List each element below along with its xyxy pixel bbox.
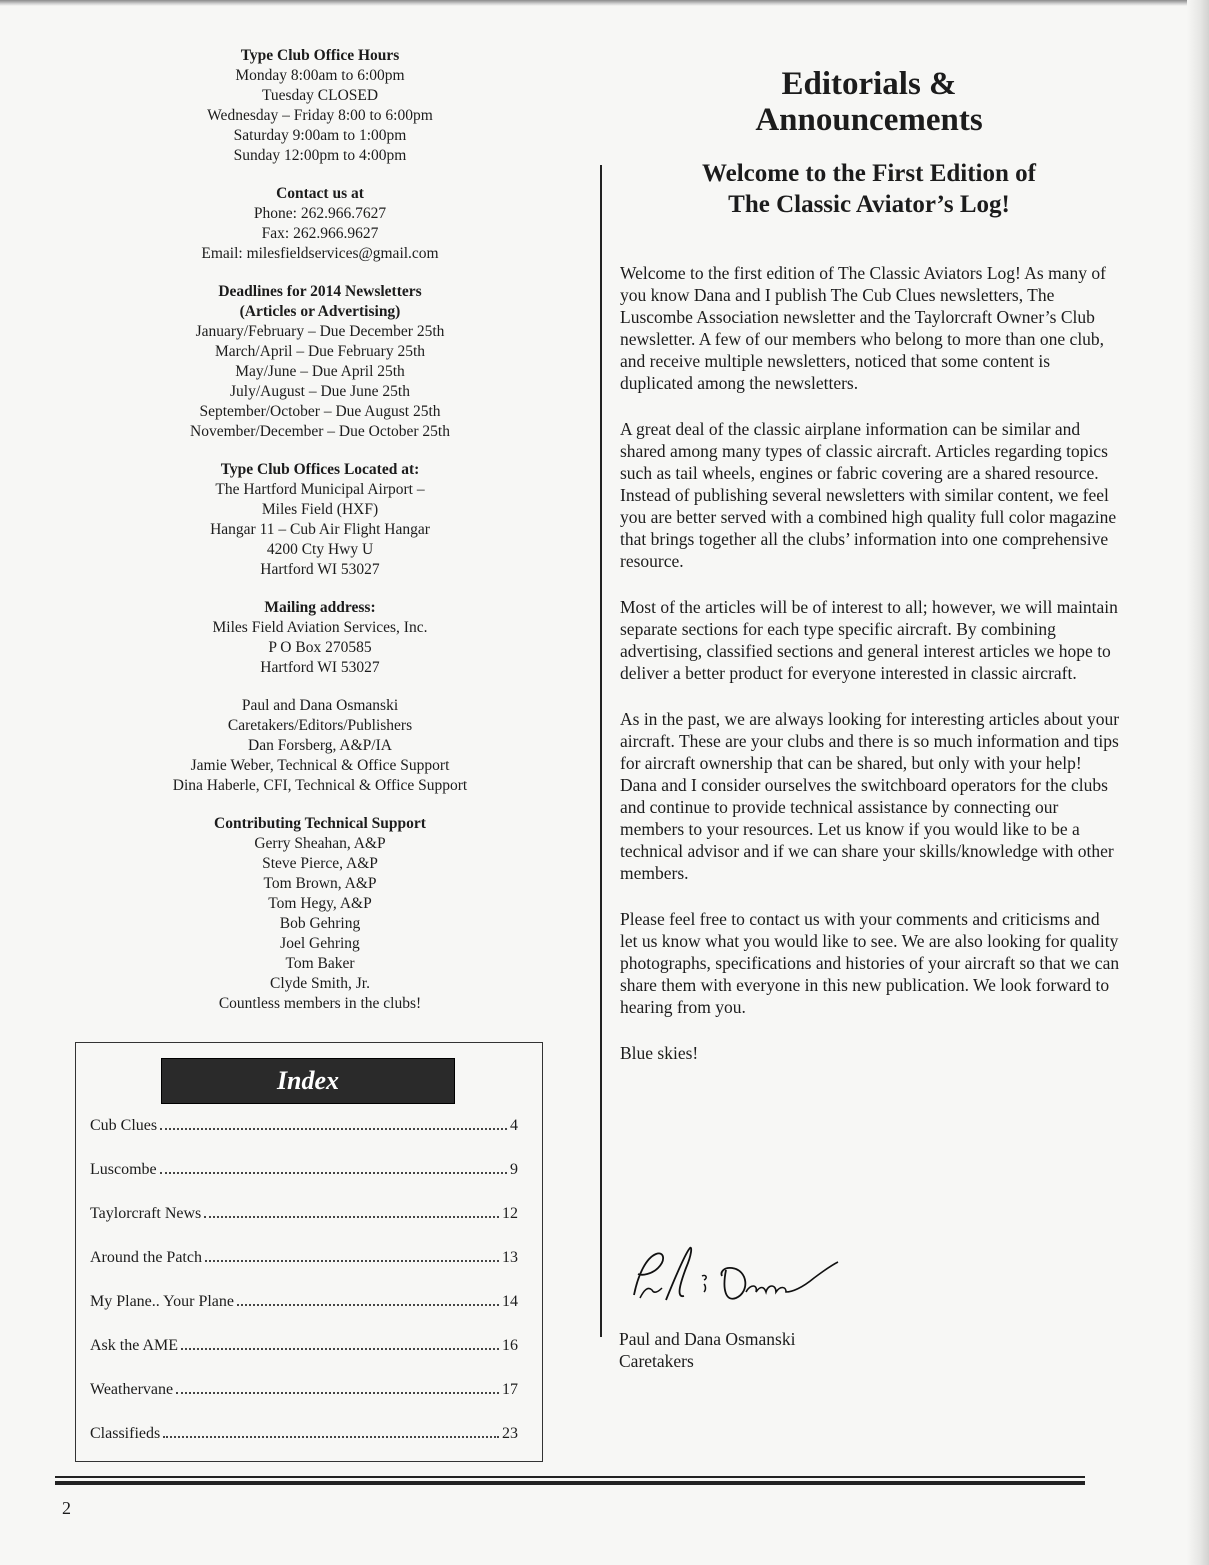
editorial-paragraph: Welcome to the first edition of The Classic Aviators Log! As many of you know Dana and I publish The Cub Clues newsletters, The Luscombe Association newsletter and the Taylorcraft Owner’s Club newsletter. A few of our members who belong to more than one club, and receive multiple newsletters, noticed that some content is duplicated among the newsletters.: [620, 263, 1106, 393]
staff-line: Jamie Weber, Technical & Office Support: [190, 757, 450, 774]
signoff-name: Paul and Dana Osmanski: [619, 1329, 796, 1349]
support-line: Tom Brown, A&P: [263, 875, 377, 892]
index-dot-leader: [160, 1128, 507, 1130]
sidebar-info: [140, 46, 500, 1032]
support-line: Clyde Smith, Jr.: [270, 975, 370, 992]
staff-line: Caretakers/Editors/Publishers: [227, 717, 413, 734]
index-item-page: 9: [510, 1161, 518, 1178]
index-dot-leader: [163, 1436, 499, 1438]
index-item-cub-clues[interactable]: [90, 1117, 518, 1161]
section-title-line: Announcements: [755, 102, 983, 138]
page-number: 2: [62, 1498, 71, 1518]
index-item-label: Classifieds: [90, 1425, 161, 1442]
index-item-luscombe[interactable]: [90, 1161, 518, 1205]
staff-block: [140, 696, 500, 796]
handwritten-signature: [626, 1240, 846, 1320]
signoff-role: Caretakers: [619, 1351, 694, 1371]
signoff: [619, 1328, 795, 1372]
mailing-line: Miles Field Aviation Services, Inc.: [212, 619, 428, 636]
index-item-around-the-patch[interactable]: [90, 1249, 518, 1293]
offices-line: Miles Field (HXF): [261, 501, 379, 518]
editorial-header: [614, 66, 1124, 220]
mailing-line: Hartford WI 53027: [260, 659, 380, 676]
index-item-label: Around the Patch: [90, 1249, 202, 1266]
offices-line: Hangar 11 – Cub Air Flight Hangar: [210, 521, 430, 538]
contact-heading: Contact us at: [276, 185, 364, 202]
editorial-paragraph: As in the past, we are always looking for interesting articles about your aircraft. These are your clubs and there is so much information and tips for aircraft ownership that can be shared, but only with your help! Dana and I consider ourselves the switchboard operators for the clubs and continue to provide technical assistance by connecting our members to your resources. Let us know if you would like to be a technical advisor and if we can share your skills/knowledge with other members.: [620, 709, 1120, 883]
support-line: Steve Pierce, A&P: [262, 855, 378, 872]
deadline-line: January/February – Due December 25th: [195, 323, 445, 340]
index-item-page: 4: [510, 1117, 518, 1134]
support-line: Tom Baker: [285, 955, 355, 972]
offices-block: [140, 460, 500, 580]
index-item-page: 23: [502, 1425, 518, 1442]
section-title-line: Editorials &: [781, 66, 957, 102]
index-item-ask-the-ame[interactable]: [90, 1337, 518, 1381]
index-item-label: Ask the AME: [90, 1337, 178, 1354]
support-heading: Contributing Technical Support: [214, 815, 426, 832]
office-hours-line: Tuesday CLOSED: [261, 87, 379, 104]
mailing-heading: Mailing address:: [264, 599, 376, 616]
offices-heading: Type Club Offices Located at:: [220, 461, 420, 478]
index-item-label: Weathervane: [90, 1381, 174, 1398]
index-item-label: My Plane.. Your Plane: [90, 1293, 235, 1310]
subtitle-line: Welcome to the First Edition of: [702, 160, 1036, 187]
support-line: Gerry Sheahan, A&P: [254, 835, 386, 852]
closing-line: Blue skies!: [620, 1043, 699, 1063]
deadlines-block: [140, 282, 500, 442]
index-list: [90, 1117, 518, 1469]
index-dot-leader: [181, 1348, 499, 1350]
mailing-line: P O Box 270585: [268, 639, 372, 656]
index-item-taylorcraft-news[interactable]: [90, 1205, 518, 1249]
contact-block: [140, 184, 500, 264]
index-item-label: Cub Clues: [90, 1117, 158, 1134]
staff-line: Paul and Dana Osmanski: [241, 697, 399, 714]
index-dot-leader: [176, 1392, 499, 1394]
editorial-paragraph: Most of the articles will be of interest to all; however, we will maintain separate sections for each type specific aircraft. By combining advertising, classified sections and general interest articles we hope to deliver a better product for everyone interested in classic aircraft.: [620, 597, 1118, 683]
office-hours-heading: Type Club Office Hours: [240, 47, 400, 64]
contact-phone: Phone: 262.966.7627: [253, 205, 387, 222]
index-dot-leader: [237, 1304, 499, 1306]
offices-line: Hartford WI 53027: [260, 561, 380, 578]
deadline-line: July/August – Due June 25th: [230, 383, 410, 400]
footer-rule: [55, 1481, 1085, 1485]
office-hours-line: Saturday 9:00am to 1:00pm: [233, 127, 407, 144]
index-item-label: Taylorcraft News: [90, 1205, 202, 1222]
index-item-page: 17: [502, 1381, 518, 1398]
section-title: [614, 66, 1124, 138]
index-item-page: 16: [502, 1337, 518, 1354]
footer-rule: [55, 1476, 1085, 1478]
index-dot-leader: [205, 1260, 499, 1262]
editorial-paragraph: A great deal of the classic airplane information can be similar and shared among many types of classic aircraft. Articles regarding topics such as tail wheels, engines or fabric covering are a shared resource. Instead of publishing several newsletters with similar content, we feel you are better served with a combined high quality full color magazine that brings together all the clubs’ information into one comprehensive resource.: [620, 419, 1117, 571]
index-dot-leader: [160, 1172, 507, 1174]
office-hours-line: Sunday 12:00pm to 4:00pm: [233, 147, 407, 164]
index-item-weathervane[interactable]: [90, 1381, 518, 1425]
column-divider: [600, 165, 602, 1337]
support-line: Bob Gehring: [279, 915, 361, 932]
deadline-line: September/October – Due August 25th: [199, 403, 441, 420]
support-line: Countless members in the clubs!: [218, 995, 422, 1012]
deadline-line: March/April – Due February 25th: [214, 343, 426, 360]
page-right-edge: [1187, 0, 1209, 1565]
index-item-page: 14: [502, 1293, 518, 1310]
index-item-label: Luscombe: [90, 1161, 157, 1178]
contact-email: Email: milesfieldservices@gmail.com: [201, 245, 439, 262]
office-hours-line: Monday 8:00am to 6:00pm: [235, 67, 405, 84]
index-title: Index: [161, 1058, 455, 1104]
editorial-body: [620, 262, 1120, 1088]
support-line: Tom Hegy, A&P: [268, 895, 372, 912]
index-item-classifieds[interactable]: [90, 1425, 518, 1469]
editorial-paragraph: Please feel free to contact us with your comments and criticisms and let us know what you would like to see. We are also looking for quality photographs, specifications and histories of your aircraft so that we can share them with everyone in this new publication. We look forward to hearing from you.: [620, 909, 1120, 1017]
index-dot-leader: [204, 1216, 499, 1218]
index-item-my-plane-your-plane[interactable]: [90, 1293, 518, 1337]
support-line: Joel Gehring: [280, 935, 360, 952]
deadlines-subheading: (Articles or Advertising): [239, 303, 401, 320]
subtitle-line: The Classic Aviator’s Log!: [728, 191, 1010, 218]
offices-line: 4200 Cty Hwy U: [266, 541, 374, 558]
editorial-subtitle: [614, 158, 1124, 220]
index-item-page: 12: [502, 1205, 518, 1222]
mailing-block: [140, 598, 500, 678]
index-box: [75, 1042, 543, 1462]
deadlines-heading: Deadlines for 2014 Newsletters: [218, 283, 422, 300]
staff-line: Dan Forsberg, A&P/IA: [248, 737, 392, 754]
deadline-line: November/December – Due October 25th: [190, 423, 450, 440]
staff-line: Dina Haberle, CFI, Technical & Office Support: [172, 777, 468, 794]
office-hours-block: [140, 46, 500, 166]
deadline-line: May/June – Due April 25th: [235, 363, 405, 380]
support-block: [140, 814, 500, 1014]
index-item-page: 13: [502, 1249, 518, 1266]
page-top-edge: [0, 0, 1209, 6]
office-hours-line: Wednesday – Friday 8:00 to 6:00pm: [207, 107, 433, 124]
offices-line: The Hartford Municipal Airport –: [215, 481, 425, 498]
contact-fax: Fax: 262.966.9627: [261, 225, 379, 242]
